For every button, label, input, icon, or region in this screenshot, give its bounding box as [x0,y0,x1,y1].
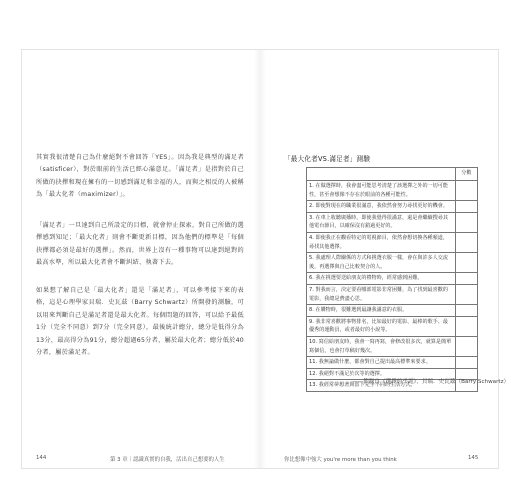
survey-statement: 13. 我經常夢想著與當下完全不同的生活方式。 [307,380,456,392]
paragraph-satisficer-intro: 其實我很清楚自己為什麼絕對不會回答「YES」。因為我是典型的滿足者（satisficer），對於眼前的生活已經心滿意足。「滿足者」是指對於自己所做的抉擇和現在擁有的一切感到滿足和幸福的人，而與之相反的人被稱為「最大化者（maximizer）」。 [36,154,244,199]
score-cell[interactable] [455,212,477,232]
paragraph-satisficer-vs-maximizer: 「滿足者」一旦達到自己所設定的目標，就會停止探索，對自己所做的選擇感到知足；「最大化者」則會不斷更新目標，因為他們的標準是「每個抉擇都必須是最好的選擇」。然而，世界上沒有一種事物可以達到絕對的最高水準，所以最大化者會不斷糾結、執著下去。 [36,222,244,267]
survey-statement: 1. 在做選擇時，我會盡可能思考清楚了該選擇之外的一切可能性，甚至會想像不存在於眼前的各種可能性。 [307,181,456,201]
table-row [307,212,478,232]
survey-statement: 10. 寫信給朋友時，我會一寫再寫，會修改很多次，就算是簡單寫個信，也會打草稿好幾次。 [307,336,456,356]
survey-statement: 5. 我處理人際關係的方式和挑選衣服一樣，會在與許多人交流後，再選擇與自己比較契合的人。 [307,253,456,273]
statement-header [307,168,456,181]
left-running-head: 第 3 章｜認識真實的自我，活出自己想要的人生 [110,457,225,463]
right-page [260,50,510,468]
score-cell[interactable] [455,336,477,356]
left-page [22,50,260,468]
survey-statement: 3. 在車上收聽廣播時，即使我覺得很滿意，還是會繼續搜尋其他電台節目，以確保沒有錯過更好的。 [307,212,456,232]
table-row [307,357,478,369]
table-header-row [307,168,478,181]
survey-statement: 7. 對我而言，決定要看哪部電影非常困難，為了找到最喜歡的電影，我總是費盡心思。 [307,284,456,304]
score-cell[interactable] [455,284,477,304]
score-cell[interactable] [455,232,477,252]
table-row [307,201,478,213]
table-title: 「最大化者VS.滿足者」測驗 [284,155,371,163]
survey-statement: 8. 在購物時，很難選到最讓我滿意的衣服。 [307,305,456,317]
score-cell[interactable] [455,273,477,285]
score-cell[interactable] [455,357,477,369]
score-header: 分數 [455,168,477,181]
score-cell[interactable] [455,253,477,273]
score-cell[interactable] [455,201,477,213]
table-row [307,181,478,201]
survey-statement: 11. 我無論做什麼，都會對自己提出最高標準來要求。 [307,357,456,369]
score-cell[interactable] [455,181,477,201]
right-running-head: 你比想像中強大 you're more than you think [284,457,397,463]
survey-statement: 4. 即使我正在觀看特定的電視節目，依然會想切換各種頻道，尋找其他選擇。 [307,232,456,252]
right-page-number: 145 [468,455,479,461]
survey-statement: 9. 我非常喜歡將事物排名，比如最好的電影、最棒的歌手、最優秀的運動員，或者最好的小說等。 [307,316,456,336]
table-row [307,305,478,317]
survey-statement: 12. 我絕對不滿足於次等的選擇。 [307,368,456,380]
score-cell[interactable] [455,316,477,336]
table-row [307,316,478,336]
maximizer-survey-table [306,167,478,392]
table-row [307,336,478,356]
paragraph-test-instructions: 如果想了解自己是「最大化者」還是「滿足者」，可以參考接下來的表格，這是心理學家貝瑞．史瓦茲（Barry Schwartz）所開發的測驗，可以用來判斷自己是滿足者還是最大化者。每個問題的回答，可以給予最低1分（完全不同意）到7分（完全同意），最後統計總分，總分是低得分為13分，最高得分為91分，總分超過65分者，屬於最大化者；總分低於40分者，屬於滿足者。 [36,287,244,357]
table-row [307,273,478,285]
survey-statement: 2. 即使對現在的職業很滿意，我依然會努力尋找更好的機會。 [307,201,456,213]
left-page-number: 144 [36,455,47,461]
survey-statement: 6. 我在挑選要送給朋友的禮物時，經常感到困難。 [307,273,456,285]
score-cell[interactable] [455,305,477,317]
table-row [307,232,478,252]
table-row [307,253,478,273]
book-spread [22,50,510,468]
source-quote: ——節錄自《選擇的弔詭》，貝瑞．史瓦茲（Barry Schwartz） [352,379,510,385]
table-row [307,284,478,304]
table-body [307,181,478,392]
